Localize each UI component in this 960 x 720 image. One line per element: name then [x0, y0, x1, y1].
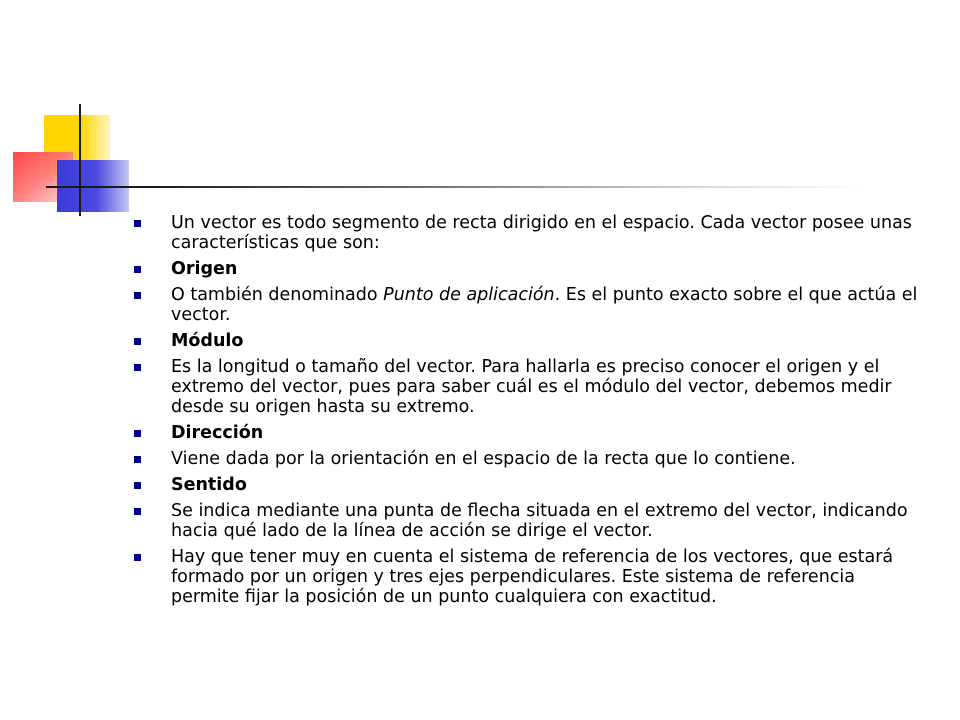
- bullet-item: [128, 357, 928, 417]
- bullet-item-heading: [128, 475, 928, 495]
- square-bullet-icon: [134, 508, 141, 515]
- bullet-item-heading: [128, 331, 928, 351]
- square-bullet-icon: [134, 456, 141, 463]
- bullet-heading: Dirección: [171, 423, 264, 443]
- bullet-heading: Módulo: [171, 331, 244, 351]
- bullet-item: [128, 501, 928, 541]
- square-bullet-icon: [134, 220, 141, 227]
- square-bullet-icon: [134, 554, 141, 561]
- square-bullet-icon: [134, 430, 141, 437]
- bullet-text: Se indica mediante una punta de flecha situada en el extremo del vector, indicando hacia qué lado de la línea de acción se dirige el vector.: [171, 501, 908, 541]
- bullet-item: [128, 213, 928, 253]
- bullet-heading: Origen: [171, 259, 238, 279]
- bullet-list: [128, 213, 928, 613]
- decorative-vertical-line: [79, 104, 81, 216]
- square-bullet-icon: [134, 266, 141, 273]
- bullet-item: [128, 547, 928, 607]
- bullet-text: Viene dada por la orientación en el espacio de la recta que lo contiene.: [171, 449, 796, 469]
- bullet-text-part: O también denominado: [171, 285, 384, 305]
- bullet-item-heading: [128, 423, 928, 443]
- bullet-text: [171, 285, 917, 325]
- square-bullet-icon: [134, 338, 141, 345]
- bullet-text-part: . Es el punto exacto sobre el que actúa el vector.: [171, 285, 918, 325]
- title-divider-line: [46, 186, 866, 188]
- bullet-text: Un vector es todo segmento de recta dirigido en el espacio. Cada vector posee unas características que son:: [171, 213, 912, 253]
- square-bullet-icon: [134, 292, 141, 299]
- bullet-text: Hay que tener muy en cuenta el sistema de referencia de los vectores, que estará formado por un origen y tres ejes perpendiculares. Este sistema de referencia permite fijar la posición de un punto cualquiera con exactitud.: [171, 547, 894, 607]
- bullet-item: [128, 449, 928, 469]
- bullet-text-italic: Punto de aplicación: [383, 285, 555, 305]
- bullet-item: [128, 285, 928, 325]
- bullet-text: Es la longitud o tamaño del vector. Para hallarla es preciso conocer el origen y el extremo del vector, pues para saber cuál es el módulo del vector, debemos medir desde su origen hasta su extremo.: [171, 357, 892, 417]
- square-bullet-icon: [134, 482, 141, 489]
- bullet-item-heading: [128, 259, 928, 279]
- square-bullet-icon: [134, 364, 141, 371]
- bullet-heading: Sentido: [171, 475, 247, 495]
